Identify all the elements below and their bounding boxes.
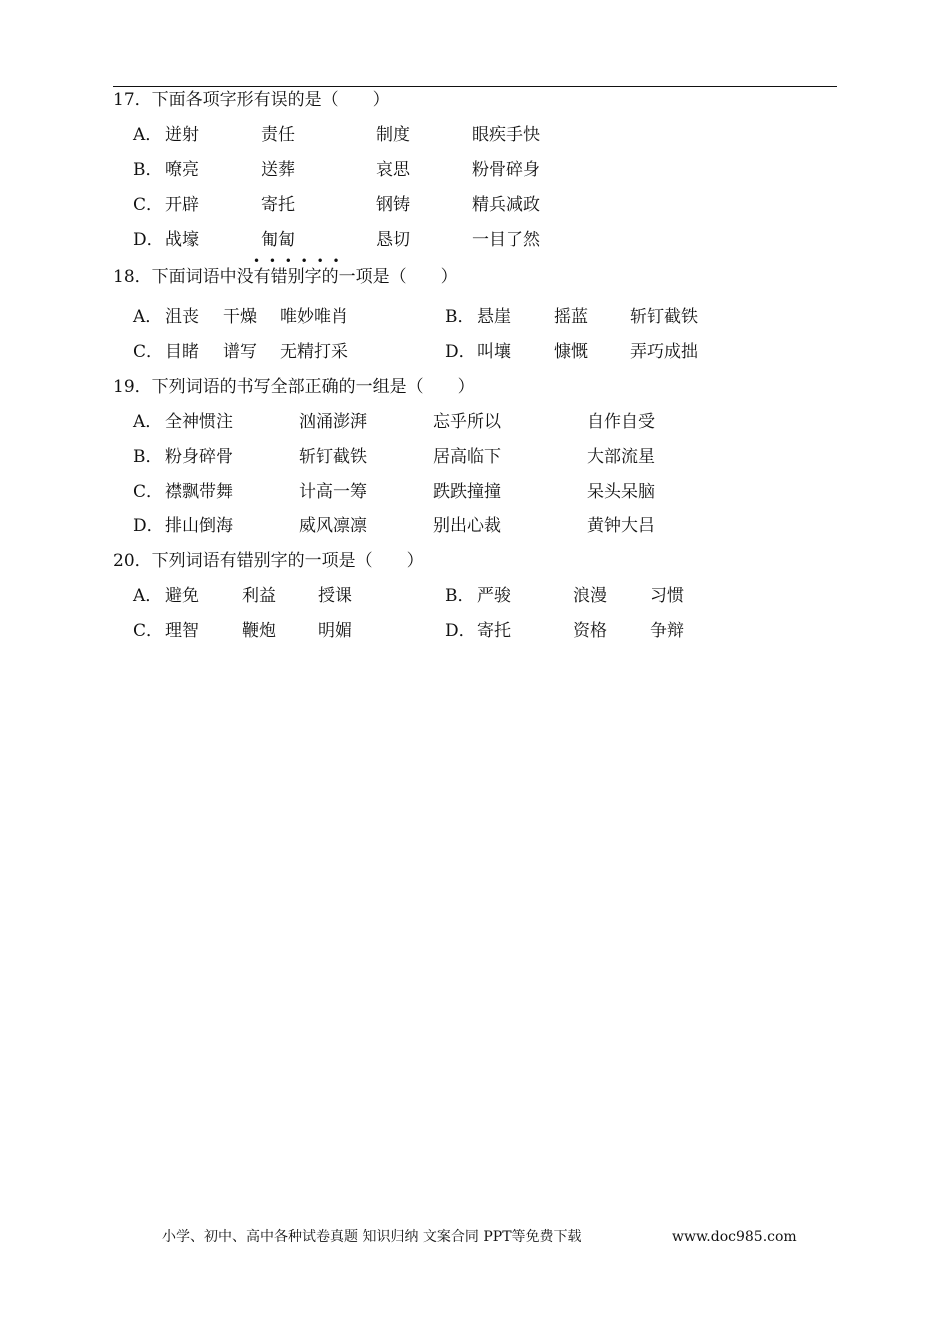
q18-option-c-item: 目睹 — [165, 342, 199, 362]
q18-option-d-item: 慷慨 — [554, 342, 588, 362]
q17-option-c-label: C． — [133, 195, 164, 215]
q20-option-a-item: 利益 — [242, 586, 276, 606]
q18-option-b-label: B． — [445, 307, 475, 327]
q19-option-b-item: 大部流星 — [587, 447, 655, 467]
q18-option-a-item: 干燥 — [223, 307, 257, 327]
q20-option-b-item: 严骏 — [477, 586, 511, 606]
emphasis-dots: • • • • • • — [253, 254, 340, 268]
q19-option-a-item: 自作自受 — [587, 412, 655, 432]
q17-option-a-item: 责任 — [261, 125, 295, 145]
q20-option-a-item: 避免 — [165, 586, 199, 606]
q19-option-b-item: 粉身碎骨 — [165, 447, 233, 467]
q20-option-d-item: 争辩 — [650, 621, 684, 641]
q19-option-c-item: 计高一筹 — [299, 482, 367, 502]
q17-option-a-item: 眼疾手快 — [472, 125, 540, 145]
q19-option-d-item: 别出心裁 — [433, 516, 501, 536]
q18-option-a-label: A． — [133, 307, 163, 327]
q20-option-c-item: 理智 — [165, 621, 199, 641]
q20-option-b-item: 浪漫 — [573, 586, 607, 606]
q19-option-d-item: 威风凛凛 — [299, 516, 367, 536]
q19-option-c-item: 呆头呆脑 — [587, 482, 655, 502]
q17-option-b-item: 哀思 — [376, 160, 410, 180]
question-19-stem: 19．下列词语的书写全部正确的一组是（ ） — [113, 377, 475, 397]
footer-url[interactable]: www.doc985.com — [672, 1229, 797, 1245]
q17-option-a-item: 迸射 — [165, 125, 199, 145]
q20-option-c-label: C． — [133, 621, 164, 641]
page-footer — [162, 1228, 797, 1246]
q18-option-c-item: 谱写 — [223, 342, 257, 362]
q17-option-d-item: 战壕 — [165, 230, 199, 250]
q17-option-a-item: 制度 — [376, 125, 410, 145]
q20-option-a-item: 授课 — [318, 586, 352, 606]
q18-option-b-item: 斩钉截铁 — [630, 307, 698, 327]
q20-option-c-item: 明媚 — [318, 621, 352, 641]
q20-option-c-item: 鞭炮 — [242, 621, 276, 641]
q17-option-b-item: 嘹亮 — [165, 160, 199, 180]
q17-option-a-label: A． — [133, 125, 163, 145]
footer-text: 小学、初中、高中各种试卷真题 知识归纳 文案合同 PPT等免费下载 — [162, 1229, 582, 1245]
q20-option-d-item: 资格 — [573, 621, 607, 641]
question-18-stem: 18．下面词语中没有错别字的一项是（ ） — [113, 267, 458, 287]
q19-option-a-item: 忘乎所以 — [433, 412, 501, 432]
q17-option-b-item: 粉骨碎身 — [472, 160, 540, 180]
q17-option-b-item: 送葬 — [261, 160, 295, 180]
q18-option-d-label: D． — [445, 342, 476, 362]
q18-option-c-label: C． — [133, 342, 164, 362]
q19-option-b-label: B． — [133, 447, 163, 467]
q18-option-a-item: 沮丧 — [165, 307, 199, 327]
q17-option-c-item: 开辟 — [165, 195, 199, 215]
q19-option-b-item: 居高临下 — [433, 447, 501, 467]
q20-option-b-label: B． — [445, 586, 475, 606]
q17-option-c-item: 精兵减政 — [472, 195, 540, 215]
q19-option-c-item: 襟飘带舞 — [165, 482, 233, 502]
q18-option-b-item: 悬崖 — [477, 307, 511, 327]
question-20-stem: 20．下列词语有错别字的一项是（ ） — [113, 551, 424, 571]
q18-option-c-item: 无精打采 — [280, 342, 348, 362]
q20-option-d-item: 寄托 — [477, 621, 511, 641]
q19-option-a-label: A． — [133, 412, 163, 432]
q17-option-b-label: B． — [133, 160, 163, 180]
q18-option-d-item: 弄巧成拙 — [630, 342, 698, 362]
q19-option-c-label: C． — [133, 482, 164, 502]
q18-option-a-item: 唯妙唯肖 — [280, 307, 348, 327]
q17-option-d-label: D． — [133, 230, 164, 250]
q17-option-c-item: 钢铸 — [376, 195, 410, 215]
q18-option-d-item: 叫壤 — [477, 342, 511, 362]
q19-option-a-item: 汹涌澎湃 — [299, 412, 367, 432]
q19-option-b-item: 斩钉截铁 — [299, 447, 367, 467]
q19-option-a-item: 全神惯注 — [165, 412, 233, 432]
header-rule — [113, 86, 837, 87]
q20-option-d-label: D． — [445, 621, 476, 641]
q20-option-a-label: A． — [133, 586, 163, 606]
q19-option-d-item: 排山倒海 — [165, 516, 233, 536]
q18-option-b-item: 摇蓝 — [554, 307, 588, 327]
q17-option-d-item: 一目了然 — [472, 230, 540, 250]
q19-option-d-item: 黄钟大吕 — [587, 516, 655, 536]
q17-option-c-item: 寄托 — [261, 195, 295, 215]
q19-option-d-label: D． — [133, 516, 164, 536]
q17-option-d-item: 恳切 — [376, 230, 410, 250]
q17-option-d-item: 匍匐 — [261, 230, 295, 250]
q20-option-b-item: 习惯 — [650, 586, 684, 606]
question-17-stem: 17．下面各项字形有误的是（ ） — [113, 90, 390, 110]
q19-option-c-item: 跌跌撞撞 — [433, 482, 501, 502]
